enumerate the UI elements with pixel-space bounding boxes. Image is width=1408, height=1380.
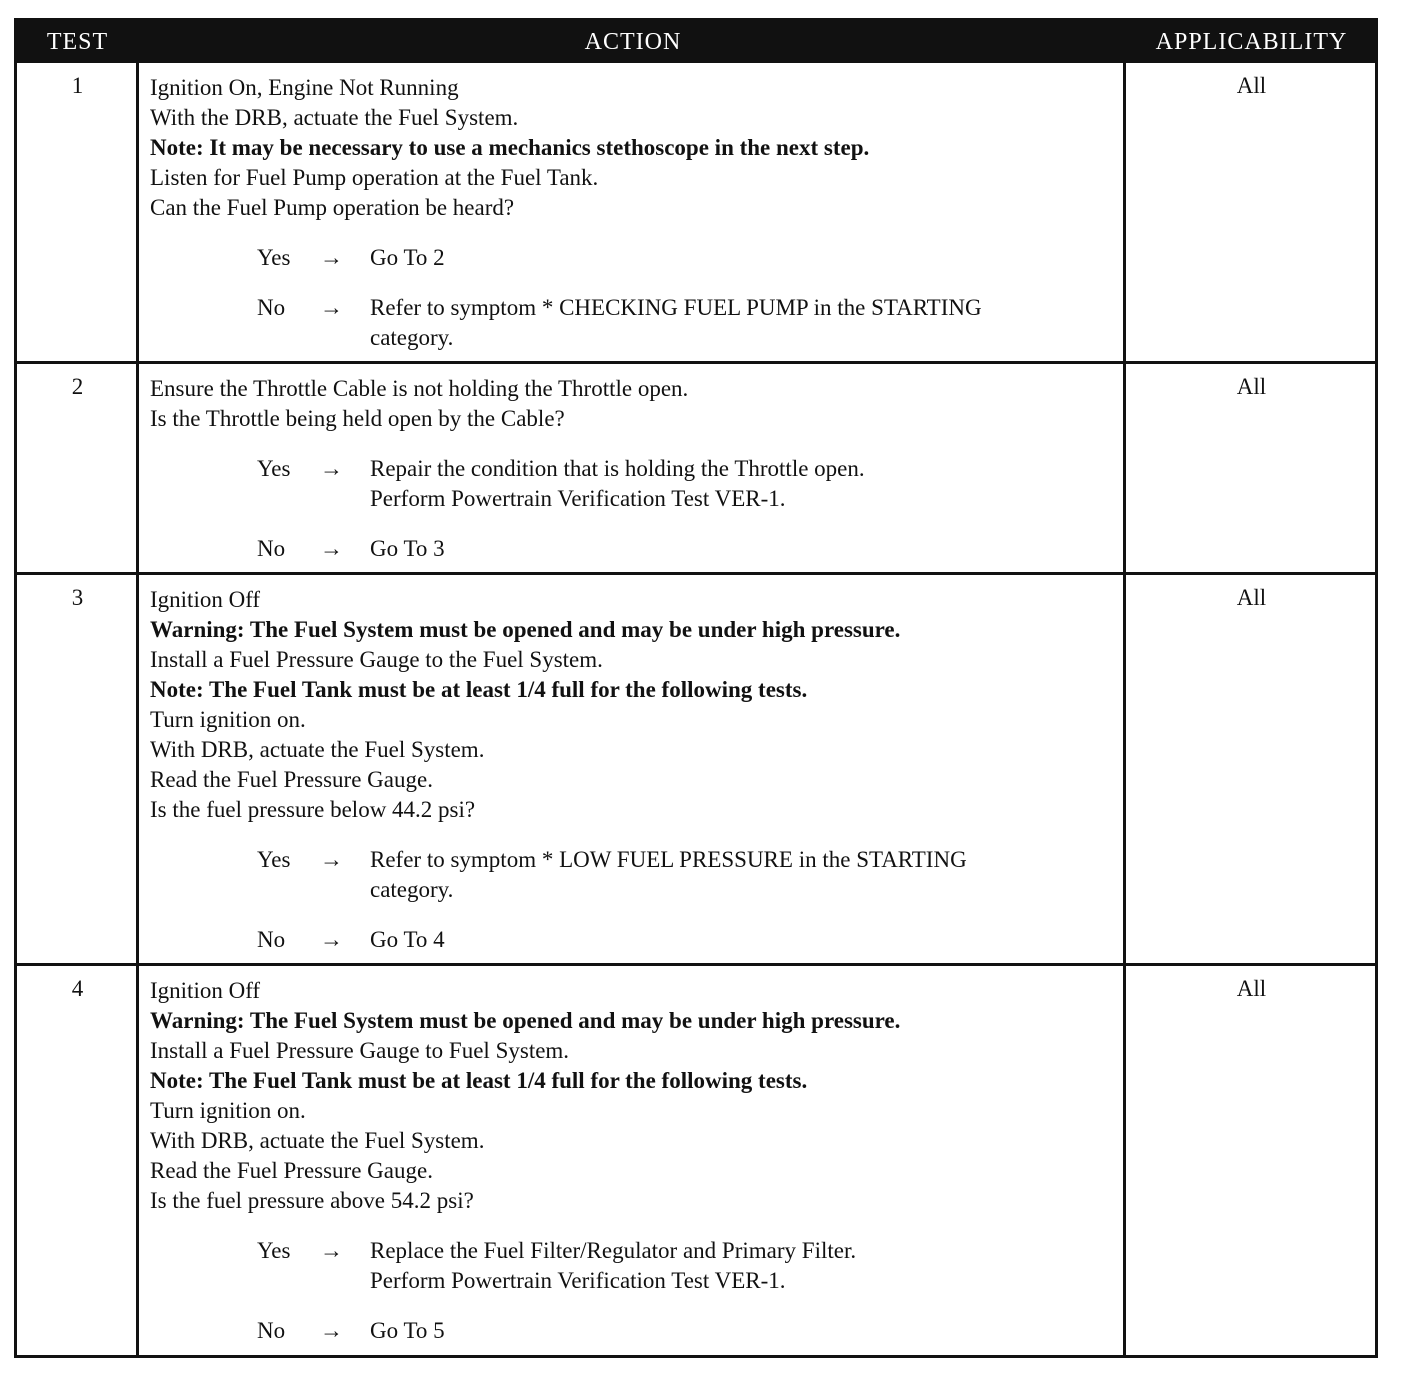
action-line: Read the Fuel Pressure Gauge. [150,767,433,792]
test-number: 1 [71,73,84,98]
test-number: 4 [71,976,84,1001]
question-line: Is the Throttle being held open by the Cable? [150,406,565,431]
arrow-icon: → [320,927,343,952]
table-header [17,21,1375,63]
test-number: 2 [71,374,84,399]
question-line: Is the fuel pressure below 44.2 psi? [150,797,476,822]
no-result: Go To 3 [370,536,445,561]
question-line: Can the Fuel Pump operation be heard? [150,195,515,220]
action-line: Install a Fuel Pressure Gauge to the Fuel System. [150,647,603,672]
yes-branch [150,1236,1125,1296]
arrow-icon: → [320,456,343,481]
no-result: category. [370,325,454,350]
yes-branch [150,454,1125,514]
arrow-icon: → [320,245,343,270]
action-line: With DRB, actuate the Fuel System. [150,1128,485,1153]
action-line: With DRB, actuate the Fuel System. [150,737,485,762]
action-line: Ignition Off [150,978,261,1003]
arrow-icon: → [320,847,343,872]
warning-line: Warning: The Fuel System must be opened and may be under high pressure. [150,1008,901,1033]
table-row-test-1 [17,63,1375,361]
arrow-icon: → [320,1238,343,1263]
action-line: Ignition Off [150,587,261,612]
action-line: Ensure the Throttle Cable is not holding the Throttle open. [150,376,689,401]
note-line: Note: The Fuel Tank must be at least 1/4 full for the following tests. [150,1068,808,1093]
applicability-value: All [1236,976,1267,1001]
note-line: Note: It may be necessary to use a mechanics stethoscope in the next step. [150,135,870,160]
header-action: ACTION [584,29,682,55]
no-branch [150,1316,1125,1346]
yes-result: Replace the Fuel Filter/Regulator and Primary Filter. [370,1238,857,1263]
action-line: Listen for Fuel Pump operation at the Fuel Tank. [150,165,599,190]
no-branch [150,534,1125,564]
yes-result: Perform Powertrain Verification Test VER-1. [370,1268,786,1293]
action-line: With the DRB, actuate the Fuel System. [150,105,519,130]
no-label: No [257,295,286,320]
test-number: 3 [71,585,84,610]
arrow-icon: → [320,295,343,320]
yes-label: Yes [257,245,291,270]
header-test: TEST [46,29,109,55]
yes-result: Repair the condition that is holding the Throttle open. [370,456,865,481]
table-row-test-4 [17,963,1375,1355]
action-line: Turn ignition on. [150,1098,306,1123]
no-branch [150,925,1125,955]
no-result: Go To 5 [370,1318,445,1343]
no-label: No [257,1318,286,1343]
no-result: Refer to symptom * CHECKING FUEL PUMP in the STARTING [370,295,982,320]
arrow-icon: → [320,536,343,561]
header-applicability: APPLICABILITY [1155,29,1348,55]
no-branch [150,293,1125,353]
warning-line: Warning: The Fuel System must be opened and may be under high pressure. [150,617,901,642]
no-label: No [257,927,286,952]
no-label: No [257,536,286,561]
yes-result: Go To 2 [370,245,445,270]
question-line: Is the fuel pressure above 54.2 psi? [150,1188,474,1213]
action-line: Ignition On, Engine Not Running [150,75,459,100]
action-line: Install a Fuel Pressure Gauge to Fuel System. [150,1038,570,1063]
yes-label: Yes [257,456,291,481]
action-cell [150,73,1125,353]
yes-result: Refer to symptom * LOW FUEL PRESSURE in the STARTING [370,847,967,872]
yes-result: category. [370,877,454,902]
action-cell [150,585,1125,955]
action-cell [150,374,1125,564]
table-row-test-2 [17,361,1375,572]
yes-branch [150,845,1125,905]
arrow-icon: → [320,1318,343,1343]
note-line: Note: The Fuel Tank must be at least 1/4 full for the following tests. [150,677,808,702]
action-cell [150,976,1125,1346]
action-line: Turn ignition on. [150,707,306,732]
diagnostic-table [14,18,1378,1358]
yes-branch [150,243,1125,273]
applicability-value: All [1236,585,1267,610]
table-row-test-3 [17,572,1375,963]
applicability-value: All [1236,374,1267,399]
applicability-value: All [1236,73,1267,98]
yes-result: Perform Powertrain Verification Test VER-1. [370,486,786,511]
yes-label: Yes [257,847,291,872]
action-line: Read the Fuel Pressure Gauge. [150,1158,433,1183]
no-result: Go To 4 [370,927,445,952]
yes-label: Yes [257,1238,291,1263]
